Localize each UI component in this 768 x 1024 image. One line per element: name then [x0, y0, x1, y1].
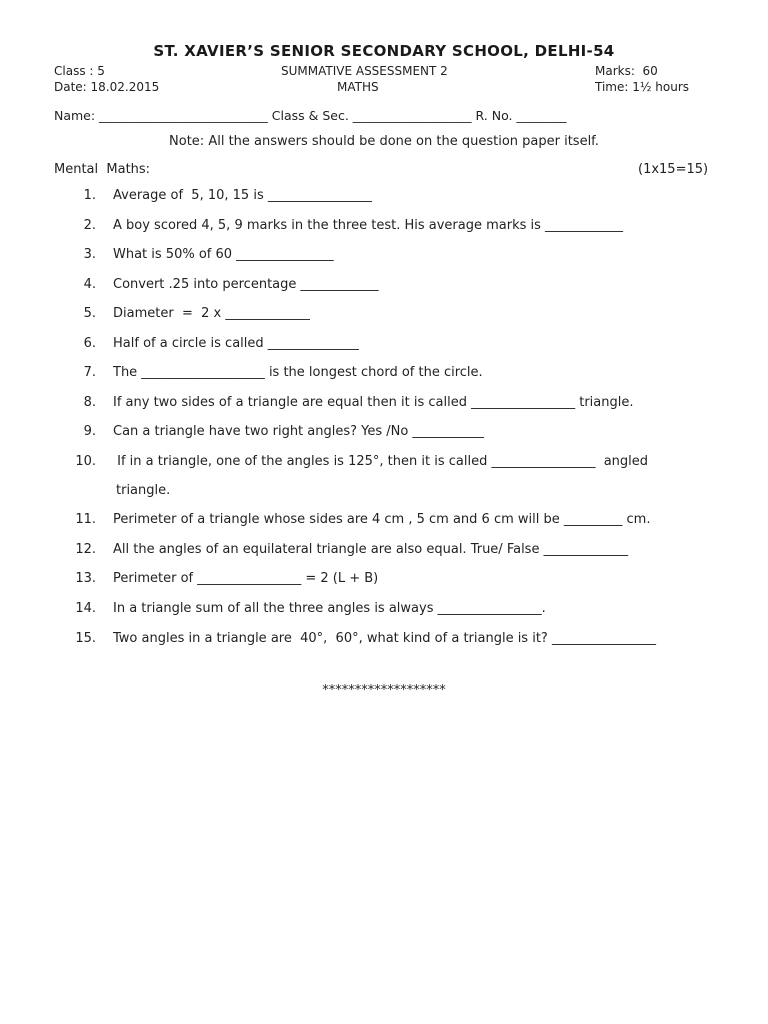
question-text: A boy scored 4, 5, 9 marks in the three test. His average marks is ____________ — [113, 218, 624, 233]
instruction-note: Note: All the answers should be done on the question paper itself. — [169, 134, 599, 149]
question-text: The ___________________ is the longest chord of the circle. — [113, 365, 483, 380]
date-label: Date: 18.02.2015 — [54, 80, 160, 94]
question-number: 10. — [75, 454, 96, 469]
end-marker: ******************* — [322, 683, 446, 698]
question-text: All the angles of an equilateral triangle are also equal. True/ False _____________ — [113, 542, 629, 557]
question-number: 2. — [83, 218, 96, 233]
question-text: Half of a circle is called ______________ — [113, 336, 359, 351]
question-number: 9. — [83, 424, 96, 439]
question-number: 15. — [75, 631, 96, 646]
question-text: Diameter = 2 x _____________ — [113, 306, 310, 321]
question-text: Average of 5, 10, 15 is ________________ — [113, 188, 372, 203]
assessment-label: SUMMATIVE ASSESSMENT 2 — [281, 64, 448, 78]
question-number: 11. — [75, 512, 96, 527]
subject-label: MATHS — [337, 80, 379, 94]
school-title: ST. XAVIER’S SENIOR SECONDARY SCHOOL, DELHI-54 — [153, 42, 615, 60]
question-text: Convert .25 into percentage ____________ — [113, 277, 379, 292]
question-number: 1. — [83, 188, 96, 203]
question-text: If in a triangle, one of the angles is 125°, then it is called ________________ angled — [113, 454, 649, 469]
question-text: Perimeter of a triangle whose sides are 4 cm , 5 cm and 6 cm will be _________ cm. — [113, 512, 651, 527]
question-number: 5. — [83, 306, 96, 321]
question-text: What is 50% of 60 _______________ — [113, 247, 334, 262]
question-text-continued: triangle. — [116, 483, 171, 498]
question-number: 3. — [83, 247, 96, 262]
question-text: Perimeter of ________________ = 2 (L + B) — [113, 571, 379, 586]
question-text: Can a triangle have two right angles? Yes /No ___________ — [113, 424, 484, 439]
question-number: 13. — [75, 571, 96, 586]
question-number: 12. — [75, 542, 96, 557]
question-number: 14. — [75, 601, 96, 616]
question-text: In a triangle sum of all the three angles is always ________________. — [113, 601, 546, 616]
student-details-line: Name: ___________________________ Class & Sec. ___________________ R. No. ________ — [54, 108, 567, 123]
question-text: If any two sides of a triangle are equal then it is called ________________ triangle. — [113, 395, 634, 410]
section-marks: (1x15=15) — [638, 162, 709, 177]
question-number: 6. — [83, 336, 96, 351]
marks-label: Marks: 60 — [595, 64, 658, 78]
class-label: Class : 5 — [54, 64, 105, 78]
question-text: Two angles in a triangle are 40°, 60°, what kind of a triangle is it? ________________ — [113, 631, 656, 646]
section-title: Mental Maths: — [54, 162, 151, 177]
time-label: Time: 1½ hours — [595, 80, 690, 94]
question-number: 4. — [83, 277, 96, 292]
question-number: 8. — [83, 395, 96, 410]
question-number: 7. — [83, 365, 96, 380]
